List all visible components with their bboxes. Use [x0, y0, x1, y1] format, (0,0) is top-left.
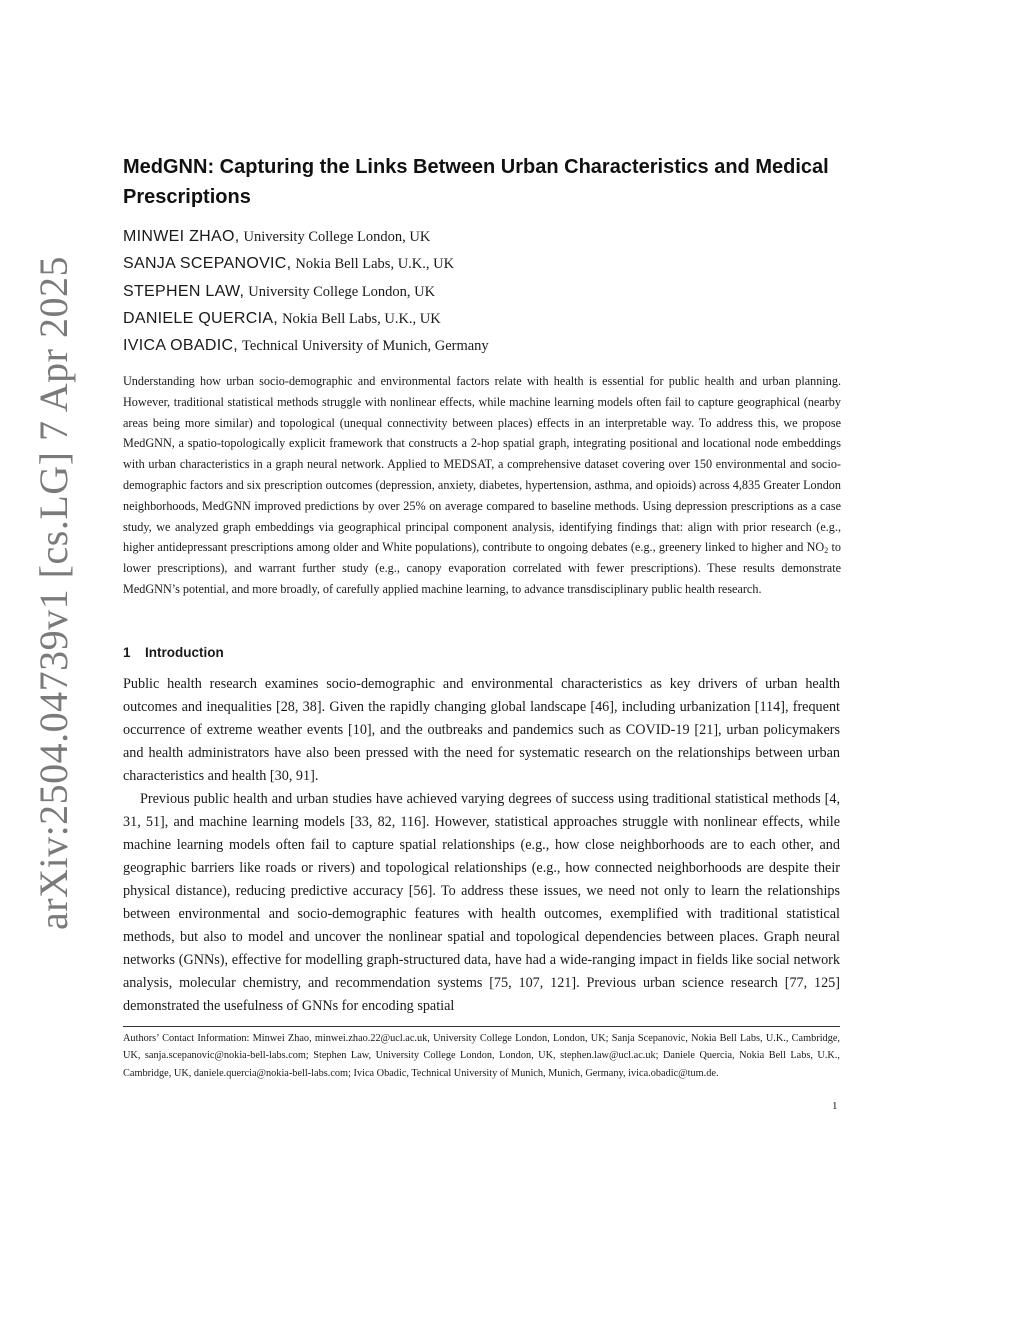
- author-entry: [123, 337, 489, 359]
- subscript: 2: [824, 546, 829, 556]
- abstract-text: to lower prescriptions), and warrant further study (e.g., canopy evaporation correlated with fewer prescriptions). These results demonstrate MedGNN’s potential, and more broadly, of carefully applied machine learning, to advance transdisciplinary public health research.: [123, 540, 841, 596]
- author-affiliation: Nokia Bell Labs, U.K., UK: [282, 311, 441, 327]
- footnote-divider: [123, 1026, 840, 1027]
- author-entry: [123, 310, 441, 332]
- author-contact-footnote: Authors’ Contact Information: Minwei Zhao, minwei.zhao.22@ucl.ac.uk, University College London, London, UK; Sanja Scepanovic, Nokia Bell Labs, U.K., Cambridge, UK, sanja.scepanovic@nokia-bell-labs.com; Stephen Law, University College London, London, UK, stephen.law@ucl.ac.uk; Daniele Quercia, Nokia Bell Labs, U.K., Cambridge, UK, daniele.quercia@nokia-bell-labs.com; Ivica Obadic, Technical University of Munich, Munich, Germany, ivica.obadic@tum.de.: [123, 1033, 840, 1079]
- author-name: IVICA OBADIC,: [123, 337, 239, 354]
- arxiv-identifier-stamp: arXiv:2504.04739v1 [cs.LG] 7 Apr 2025: [31, 256, 76, 930]
- author-name: SANJA SCEPANOVIC,: [123, 255, 292, 272]
- paper-title: MedGNN: Capturing the Links Between Urban Characteristics and Medical Prescriptions: [123, 156, 829, 208]
- section-heading: [123, 645, 224, 660]
- author-name: MINWEI ZHAO,: [123, 228, 240, 245]
- section-title: Introduction: [145, 645, 224, 660]
- section-number: 1: [123, 645, 131, 660]
- author-affiliation: University College London, UK: [243, 229, 431, 245]
- page-number: 1: [832, 1100, 838, 1112]
- author-affiliation: Nokia Bell Labs, U.K., UK: [295, 256, 455, 272]
- abstract: [123, 371, 841, 600]
- abstract-text: Understanding how urban socio-demographic and environmental factors relate with health is essential for public health and urban planning. However, traditional statistical methods struggle with nonlinear effects, while machine learning models often fail to capture geographical (nearby areas being more similar) and topological (unequal connectivity between places) effects in an interpretable way. To address this, we propose MedGNN, a spatio-topologically explicit framework that constructs a 2-hop spatial graph, integrating positional and locational node embeddings with urban characteristics in a graph neural network. Applied to MEDSAT, a comprehensive dataset covering over 150 environmental and socio-demographic factors and six prescription outcomes (depression, anxiety, diabetes, hypertension, asthma, and opioids) across 4,835 Greater London neighborhoods, MedGNN improved predictions by over 25% on average compared to baseline methods. Using depression prescriptions as a case study, we analyzed graph embeddings via geographical principal component analysis, identifying findings that: align with prior research (e.g., higher antidepressant prescriptions among older and White populations), contribute to ongoing debates (e.g., greenery linked to higher and NO: [123, 374, 841, 555]
- author-entry: [123, 283, 435, 305]
- author-entry: [123, 228, 430, 250]
- author-name: STEPHEN LAW,: [123, 283, 245, 300]
- author-affiliation: Technical University of Munich, Germany: [242, 338, 489, 354]
- author-entry: [123, 255, 454, 277]
- body-paragraph: Previous public health and urban studies have achieved varying degrees of success using traditional statistical methods [4, 31, 51], and machine learning models [33, 82, 116]. However, statistical approaches struggle with nonlinear effects, while machine learning models often fail to capture spatial relationships (e.g., how close neighborhoods are to each other, and geographic barriers like roads or rivers) and topological relationships (e.g., how connected neighborhoods are despite their physical distance), reducing predictive accuracy [56]. To address these issues, we need not only to learn the relationships between environmental and socio-demographic features with health outcomes, exemplified with traditional statistical methods, but also to model and uncover the nonlinear spatial and topological dependencies between places. Graph neural networks (GNNs), effective for modelling graph-structured data, have had a wide-ranging impact in fields like social network analysis, molecular chemistry, and recommendation systems [75, 107, 121]. Previous urban science research [77, 125] demonstrated the usefulness of GNNs for encoding spatial: [123, 791, 840, 1014]
- author-affiliation: University College London, UK: [248, 284, 436, 300]
- body-paragraph: Public health research examines socio-demographic and environmental characteristics as key drivers of urban health outcomes and inequalities [28, 38]. Given the rapidly changing global landscape [46], including urbanization [114], frequent occurrence of extreme weather events [10], and the outbreaks and pandemics such as COVID-19 [21], urban policymakers and health administrators have also been pressed with the need for systematic research on the relationships between urban characteristics and health [30, 91].: [123, 676, 840, 784]
- author-name: DANIELE QUERCIA,: [123, 310, 279, 327]
